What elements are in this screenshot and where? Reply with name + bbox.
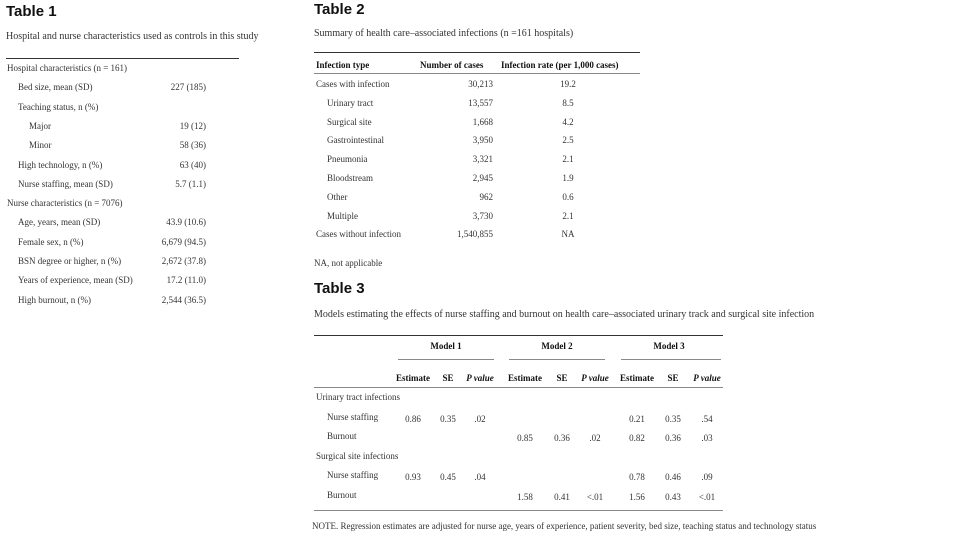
- table3-cell: .54: [701, 413, 713, 424]
- table2-row-label: Other: [327, 191, 348, 202]
- table3-caption: Models estimating the effects of nurse staffing and burnout on health care–associated urinary track and surgical site infection: [314, 309, 815, 320]
- table2-caption: Summary of health care–associated infections (n =161 hospitals): [314, 28, 574, 39]
- table3-cell: .02: [474, 413, 486, 424]
- table3-cell: .04: [474, 472, 486, 483]
- table3-cell: 0.93: [405, 472, 421, 483]
- table3-cell: 1.56: [629, 492, 645, 502]
- table3-row-label: Burnout: [327, 431, 357, 442]
- table2-row-label: Cases with infection: [316, 79, 390, 89]
- table1-row-label: High burnout, n (%): [18, 294, 91, 305]
- table3-subheader-se: SE: [556, 373, 568, 383]
- table3-subheader-estimate: Estimate: [396, 373, 430, 383]
- table3-cell: 0.45: [440, 472, 456, 483]
- table1-row-label: Nurse characteristics (n = 7076): [7, 198, 123, 209]
- table2-heading: Table 2: [314, 1, 365, 18]
- table1-caption: Hospital and nurse characteristics used as controls in this study: [6, 31, 259, 42]
- table1-row-label: High technology, n (%): [18, 159, 103, 170]
- table3-row-label: Burnout: [327, 490, 357, 500]
- table3-subheader-estimate: Estimate: [620, 373, 654, 383]
- table3-cell: <.01: [586, 492, 604, 502]
- table2-footnote: NA, not applicable: [314, 258, 383, 268]
- table3-cell: 0.85: [517, 433, 533, 444]
- table1-row-label: Female sex, n (%): [18, 236, 84, 247]
- table2-row-cases: 962: [479, 191, 493, 202]
- table3-cell: 0.82: [629, 433, 645, 444]
- table3-cell: .03: [701, 433, 713, 444]
- table1-row-label: Age, years, mean (SD): [18, 217, 101, 228]
- table3-cell: 0.36: [554, 433, 570, 444]
- table1-row-value: 17.2 (11.0): [166, 275, 206, 286]
- table2-row-rate: 1.9: [562, 173, 574, 183]
- table3-bottom-rule: [314, 510, 723, 511]
- table3-model-3-header: Model 3: [653, 341, 685, 351]
- table1-row-value: 2,544 (36.5): [161, 294, 206, 305]
- table2-row-cases: 3,950: [472, 135, 493, 146]
- table3-cell: 0.46: [665, 472, 681, 483]
- table2-row-cases: 1,540,855: [457, 229, 493, 240]
- table3-cell: 0.36: [665, 433, 681, 444]
- table2-header-number-of-cases: Number of cases: [420, 60, 484, 70]
- table2-row-cases: 2,945: [472, 173, 493, 183]
- table1-row-label: BSN degree or higher, n (%): [18, 256, 122, 266]
- table2-row-cases: 1,668: [472, 116, 493, 127]
- table2-row-rate: 19.2: [560, 79, 576, 89]
- table1-row-label: Major: [29, 120, 51, 131]
- table3-heading: Table 3: [314, 280, 365, 297]
- table3-model-2-header: Model 2: [541, 341, 573, 351]
- table1-row-value: 2,672 (37.8): [161, 256, 206, 266]
- table1-row-label: Years of experience, mean (SD): [18, 275, 133, 286]
- table1-row-label: Bed size, mean (SD): [18, 82, 93, 93]
- table1-heading: Table 1: [6, 3, 57, 20]
- table1-row-value: 43.9 (10.6): [166, 217, 206, 228]
- table2-header-rule: [314, 73, 640, 74]
- table2-row-cases: 3,321: [472, 154, 493, 165]
- table3-subheader-se: SE: [667, 373, 679, 383]
- table2-row-label: Gastrointestinal: [327, 135, 384, 146]
- table3-subheader-p-value: P value: [581, 373, 609, 383]
- table1-row-value: 58 (36): [179, 140, 206, 151]
- table1-row-label: Teaching status, n (%): [18, 101, 99, 112]
- table2-row-rate: 2.1: [562, 210, 574, 221]
- table3-model-1-header: Model 1: [430, 341, 462, 351]
- table3-row-label: Nurse staffing: [327, 470, 379, 481]
- table1-row-label: Nurse staffing, mean (SD): [18, 178, 113, 189]
- table3-section-label: Urinary tract infections: [316, 392, 400, 402]
- table2-row-rate: 2.1: [562, 154, 574, 165]
- table3-subheader-estimate: Estimate: [508, 373, 542, 383]
- table3-section-label: Surgical site infections: [316, 450, 399, 461]
- table3-cell: 0.35: [665, 413, 681, 424]
- table2-row-cases: 3,730: [472, 210, 493, 221]
- table3-note: NOTE. Regression estimates are adjusted for nurse age, years of experience, patient severity, bed size, teaching status and technology status: [312, 521, 817, 531]
- table3-header-rule: [314, 387, 723, 388]
- table3-cell: 0.21: [629, 413, 645, 424]
- table3-model-1-rule: [398, 359, 494, 360]
- table2-header-infection-type: Infection type: [316, 60, 370, 70]
- table3-cell: .09: [701, 472, 713, 483]
- table3-model-2-rule: [509, 359, 605, 360]
- table1-row-value: 6,679 (94.5): [161, 236, 206, 247]
- table3-cell: 0.43: [665, 492, 681, 502]
- table1-row-value: 19 (12): [179, 120, 206, 131]
- table2-row-label: Pneumonia: [327, 154, 368, 165]
- table2-row-rate: 8.5: [562, 97, 574, 108]
- table2-row-cases: 30,213: [468, 79, 493, 89]
- table3-subheader-p-value: P value: [693, 373, 721, 383]
- table2-row-rate: 4.2: [562, 116, 574, 127]
- table3-cell: 0.78: [629, 472, 645, 483]
- table3-subheader-p-value: P value: [466, 373, 494, 383]
- table1-row-value: 5.7 (1.1): [175, 178, 206, 189]
- table3-cell: .02: [589, 433, 601, 444]
- table2-row-label: Surgical site: [327, 116, 372, 127]
- table3-subheader-se: SE: [442, 373, 454, 383]
- table3-cell: <.01: [698, 492, 716, 502]
- table2-row-rate: NA: [561, 229, 575, 240]
- table2-top-rule: [314, 52, 640, 53]
- table2-header-infection-rate: Infection rate (per 1,000 cases): [501, 60, 619, 70]
- table2-row-label: Multiple: [327, 210, 358, 221]
- table2-row-label: Cases without infection: [316, 229, 401, 240]
- table2-row-rate: 2.5: [562, 135, 574, 146]
- table3-top-rule: [314, 335, 723, 336]
- table2-row-cases: 13,557: [468, 97, 493, 108]
- table1-row-label: Minor: [29, 140, 52, 151]
- table2-row-label: Bloodstream: [327, 173, 373, 183]
- table1-row-label: Hospital characteristics (n = 161): [7, 63, 128, 73]
- table1-row-value: 63 (40): [179, 159, 206, 170]
- table2-row-label: Urinary tract: [327, 97, 374, 108]
- table3-cell: 0.86: [405, 413, 421, 424]
- table3-cell: 0.35: [440, 413, 456, 424]
- table1-top-rule: [6, 58, 239, 59]
- table2-row-rate: 0.6: [562, 191, 574, 202]
- table3-model-3-rule: [621, 359, 721, 360]
- table3-row-label: Nurse staffing: [327, 411, 379, 422]
- table3-cell: 0.41: [554, 492, 570, 502]
- table3-cell: 1.58: [517, 492, 533, 502]
- table1-row-value: 227 (185): [170, 82, 206, 93]
